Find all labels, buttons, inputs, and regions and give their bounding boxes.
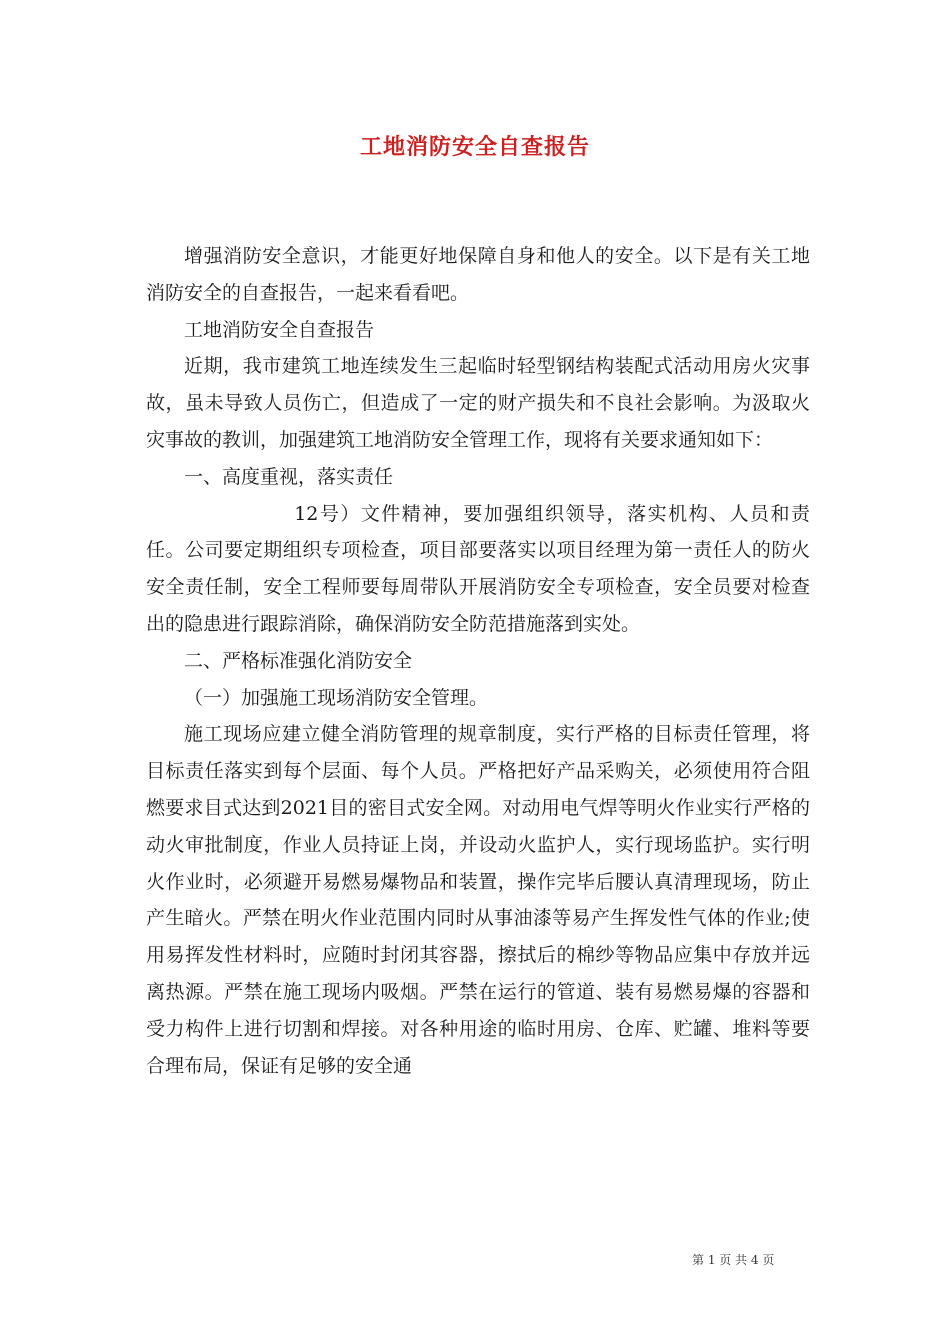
site-management-paragraph: 施工现场应建立健全消防管理的规章制度，实行严格的目标责任管理，将目标责任落实到每个层面、每个人员。严格把好产品采购关，必须使用符合阻燃要求目式达到2021目的密目式安全网。对动用电气焊等明火作业实行严格的动火审批制度，作业人员持证上岗，并设动火监护人，实行现场监护。实行明火作业时，必须避开易燃易爆物品和装置，操作完毕后腰认真清理现场，防止产生暗火。严禁在明火作业范围内同时从事油漆等易产生挥发性气体的作业;使用易挥发性材料时，应随时封闭其容器，擦拭后的棉纱等物品应集中存放并远离热源。严禁在施工现场内吸烟。严禁在运行的管道、装有易燃易爆的容器和受力构件上进行切割和焊接。对各种用途的临时用房、仓库、贮罐、堆料等要合理布局，保证有足够的安全通 (146, 723, 810, 1077)
subsection-heading-1: （一）加强施工现场消防安全管理。 (184, 686, 489, 709)
responsibility-paragraph: 12号）文件精神，要加强组织领导，落实机构、人员和责任。公司要定期组织专项检查，项目部要落实以项目经理为第一责任人的防火安全责任制，安全工程师要每周带队开展消防安全专项检查，安全员要对检查出的隐患进行跟踪消除，确保消防安全防范措施落到实处。 (146, 502, 810, 635)
document-title: 工地消防安全自查报告 (359, 134, 590, 160)
document-body (146, 238, 810, 1084)
intro-paragraph: 增强消防安全意识，才能更好地保障自身和他人的安全。以下是有关工地消防安全的自查报告，一起来看看吧。 (146, 245, 810, 304)
section-heading-1: 一、高度重视，落实责任 (184, 465, 394, 488)
page-number: 第 1 页 共 4 页 (692, 1253, 775, 1267)
report-subtitle: 工地消防安全自查报告 (184, 318, 375, 341)
section-heading-2: 二、严格标准强化消防安全 (184, 649, 413, 672)
background-paragraph: 近期，我市建筑工地连续发生三起临时轻型钢结构装配式活动用房火灾事故，虽未导致人员伤亡，但造成了一定的财产损失和不良社会影响。为汲取火灾事故的教训，加强建筑工地消防安全管理工作，现将有关要求通知如下： (146, 355, 810, 451)
